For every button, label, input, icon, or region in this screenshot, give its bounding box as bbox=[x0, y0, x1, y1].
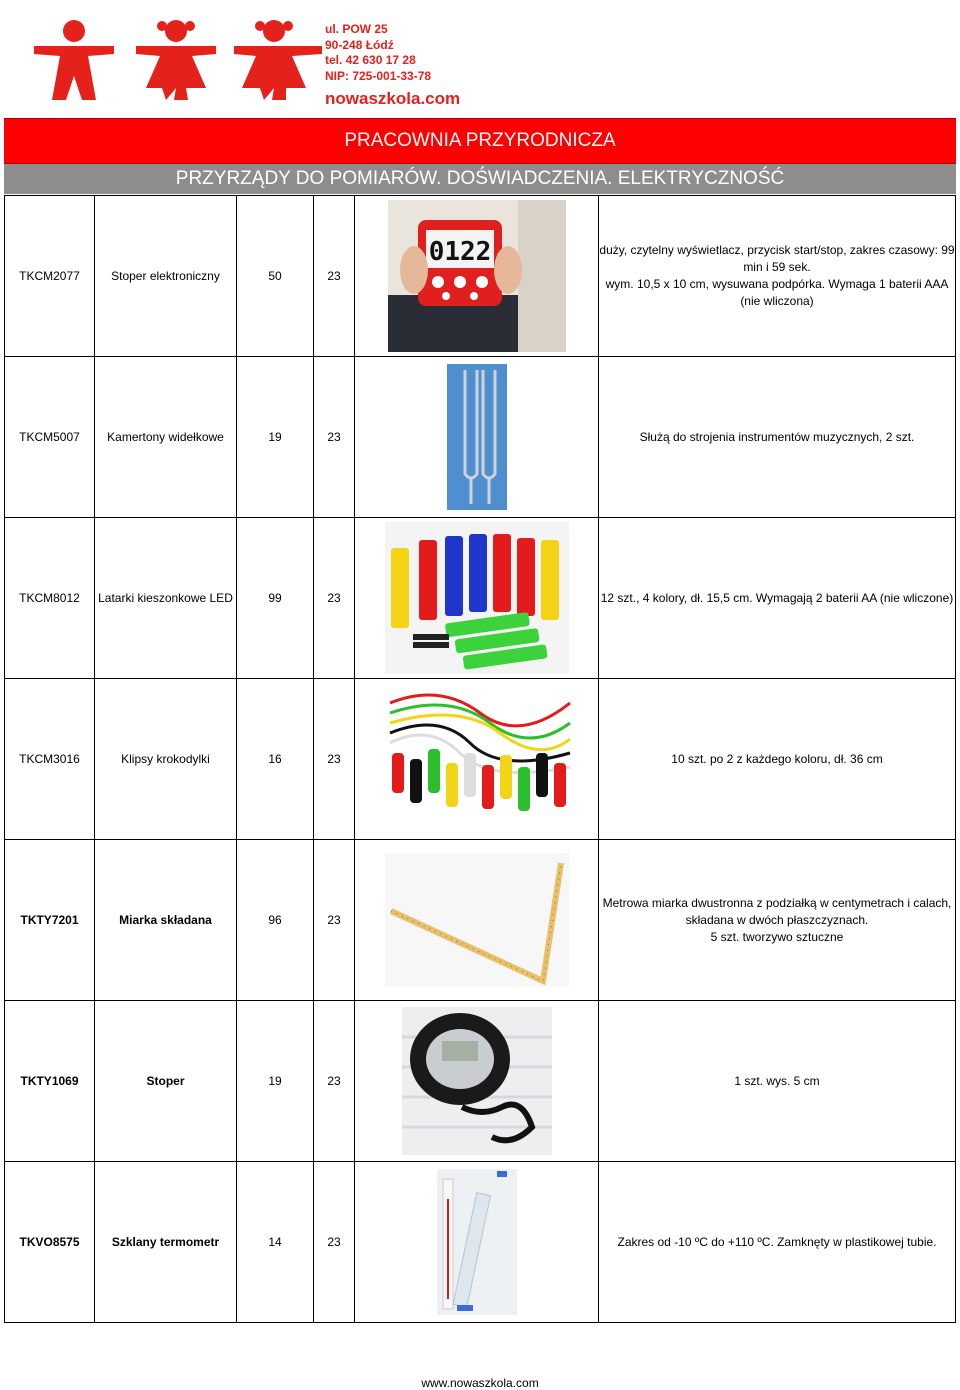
product-code: TKVO8575 bbox=[5, 1162, 95, 1323]
folding-ruler-photo bbox=[385, 853, 569, 987]
product-image bbox=[355, 518, 599, 679]
product-code: TKCM3016 bbox=[5, 679, 95, 840]
product-image bbox=[355, 196, 599, 357]
product-price: 14 bbox=[237, 1162, 314, 1323]
product-name: Kamertony widełkowe bbox=[95, 357, 237, 518]
product-row bbox=[5, 840, 956, 1001]
product-table bbox=[4, 195, 956, 1323]
svg-text:0122: 0122 bbox=[428, 237, 491, 267]
product-description bbox=[599, 1162, 956, 1323]
product-row bbox=[5, 196, 956, 357]
product-price: 19 bbox=[237, 1001, 314, 1162]
description-line: wym. 10,5 x 10 cm, wysuwana podpórka. Wymaga 1 baterii AAA (nie wliczona) bbox=[605, 277, 949, 308]
section-subtitle-banner: PRZYRZĄDY DO POMIARÓW. DOŚWIADCZENIA. ELEKTRYCZNOŚĆ bbox=[4, 164, 956, 194]
product-row bbox=[5, 1162, 956, 1323]
phone-line: tel. 42 630 17 28 bbox=[325, 53, 416, 68]
description-line: Zakres od -10 ºC do +110 ºC. Zamknęty w plastikowej tubie. bbox=[617, 1234, 937, 1249]
product-vat: 23 bbox=[314, 196, 355, 357]
product-price: 16 bbox=[237, 679, 314, 840]
flashlights-photo bbox=[385, 522, 569, 674]
product-image bbox=[355, 840, 599, 1001]
product-description bbox=[599, 357, 956, 518]
contact-block bbox=[325, 22, 460, 111]
product-vat: 23 bbox=[314, 357, 355, 518]
website-link[interactable]: nowaszkola.com bbox=[325, 89, 461, 109]
description-line: 10 szt. po 2 z każdego koloru, dł. 36 cm bbox=[671, 751, 883, 766]
product-description bbox=[599, 518, 956, 679]
address-line: ul. POW 25 bbox=[325, 22, 388, 36]
description-line: 5 szt. tworzywo sztuczne bbox=[710, 929, 844, 944]
product-code: TKTY7201 bbox=[5, 840, 95, 1001]
product-code: TKCM5007 bbox=[5, 357, 95, 518]
product-description bbox=[599, 1001, 956, 1162]
product-name: Latarki kieszonkowe LED bbox=[95, 518, 237, 679]
description-line: Metrowa miarka dwustronna z podziałką w centymetrach i calach, składana w dwóch płaszczyznach. bbox=[602, 895, 952, 927]
footer-url[interactable]: www.nowaszkola.com bbox=[421, 1376, 539, 1390]
product-code: TKTY1069 bbox=[5, 1001, 95, 1162]
description-line: 1 szt. wys. 5 cm bbox=[734, 1073, 820, 1088]
product-vat: 23 bbox=[314, 840, 355, 1001]
page-header bbox=[0, 0, 960, 118]
product-vat: 23 bbox=[314, 1001, 355, 1162]
product-price: 99 bbox=[237, 518, 314, 679]
nip-line: NIP: 725-001-33-78 bbox=[325, 68, 432, 83]
glass-thermometer-photo bbox=[437, 1169, 517, 1315]
product-image bbox=[355, 679, 599, 840]
product-row bbox=[5, 518, 956, 679]
product-price: 50 bbox=[237, 196, 314, 357]
product-description bbox=[599, 196, 956, 357]
city-line: 90-248 Łódź bbox=[325, 37, 394, 52]
digital-timer-photo bbox=[388, 200, 566, 352]
product-image bbox=[355, 1001, 599, 1162]
product-row bbox=[5, 357, 956, 518]
product-name: Miarka składana bbox=[95, 840, 237, 1001]
product-name: Stoper bbox=[95, 1001, 237, 1162]
stopwatch-photo bbox=[402, 1007, 552, 1155]
product-vat: 23 bbox=[314, 518, 355, 679]
tuning-forks-photo bbox=[447, 364, 507, 510]
product-name: Stoper elektroniczny bbox=[95, 196, 237, 357]
description-line: Służą do strojenia instrumentów muzycznych, 2 szt. bbox=[639, 429, 915, 444]
product-name: Szklany termometr bbox=[95, 1162, 237, 1323]
product-row bbox=[5, 1001, 956, 1162]
product-code: TKCM8012 bbox=[5, 518, 95, 679]
product-price: 96 bbox=[237, 840, 314, 1001]
product-image bbox=[355, 357, 599, 518]
product-image bbox=[355, 1162, 599, 1323]
product-vat: 23 bbox=[314, 1162, 355, 1323]
product-row bbox=[5, 679, 956, 840]
product-description bbox=[599, 840, 956, 1001]
section-title-banner: PRACOWNIA PRZYRODNICZA bbox=[4, 118, 956, 164]
product-vat: 23 bbox=[314, 679, 355, 840]
description-line: duży, czytelny wyświetlacz, przycisk start/stop, zakres czasowy: 99 min i 59 sek. bbox=[599, 243, 955, 274]
product-description bbox=[599, 679, 956, 840]
product-price: 19 bbox=[237, 357, 314, 518]
product-code: TKCM2077 bbox=[5, 196, 95, 357]
product-name: Klipsy krokodylki bbox=[95, 679, 237, 840]
company-logo bbox=[26, 18, 326, 102]
description-line: 12 szt., 4 kolory, dł. 15,5 cm. Wymagają 2 baterii AA (nie wliczone) bbox=[600, 590, 954, 605]
crocodile-clips-photo bbox=[380, 683, 574, 835]
